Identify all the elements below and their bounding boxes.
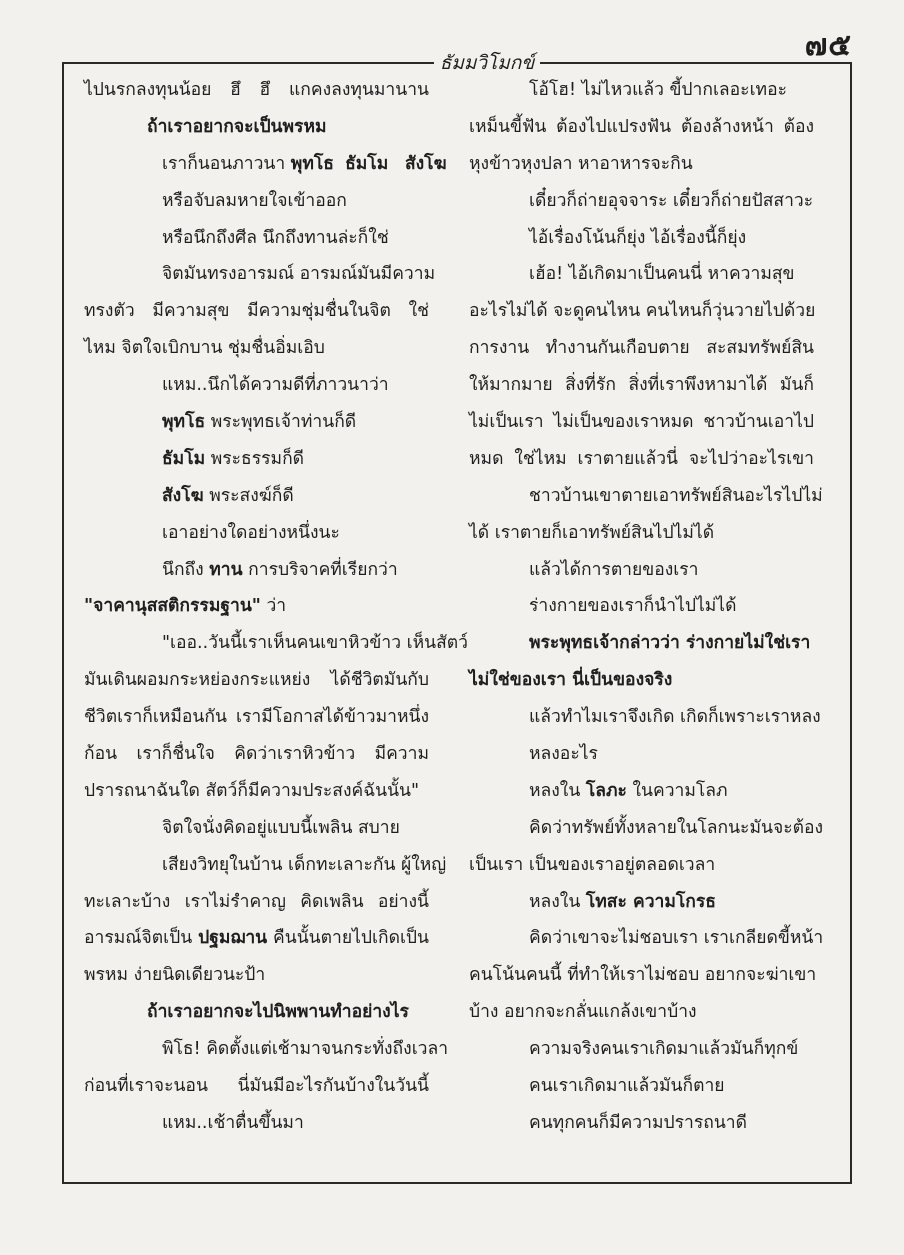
text-span: นึกถึง [162,559,210,580]
text-line [84,920,429,957]
bold-term: โลภะ [585,780,627,801]
text-line [84,146,447,183]
bold-term: ปฐมฌาน [198,928,268,949]
bold-term-dhammo: ธัมโม [345,153,389,174]
text-span: พระสงฆ์ก็ดี [203,485,294,506]
text-line: การงาน ทำงานกันเกือบตาย สะสมทรัพย์สิน [469,338,814,359]
text-line: บ้าง อยากจะกลั่นแกล้งเขาบ้าง [469,1002,697,1023]
text-line: แหม..นึกได้ความดีที่ภาวนาว่า [162,375,389,396]
emphasis-line: ไม่ใช่ของเรา นี่เป็นของจริง [469,670,673,691]
text-line: คิดว่าเขาจะไม่ชอบเรา เราเกลียดขี้หน้า [529,928,824,949]
text-line: ไหม จิตใจเบิกบาน ชุ่มชื่นอิ่มเอิบ [84,338,325,359]
text-line: ไอ้เรื่องโน้นก็ยุ่ง ไอ้เรื่องนี้ก็ยุ่ง [529,227,747,248]
text-line: หลงอะไร [529,744,598,765]
bold-term: พุทโธ [162,412,206,433]
text-line: เฮ้อ! ไอ้เกิดมาเป็นคนนี่ หาความสุข [529,264,795,285]
bold-term-sangho: สังโฆ [404,153,447,174]
text-span: ในความโลภ [626,780,728,801]
text-line: คนเราเกิดมาแล้วมันก็ตาย [529,1076,725,1097]
text-line: ปรารถนาฉันใด สัตว์ก็มีความประสงค์ฉันนั้น" [84,780,420,801]
text-line: จิตมันทรงอารมณ์ อารมณ์มันมีความ [162,264,436,285]
text-line [84,478,429,515]
text-line: มันเดินผอมกระหย่องกระแหย่ง ได้ชีวิตมันกับ [84,670,429,691]
text-line: แหม..เช้าตื่นขึ้นมา [162,1112,304,1133]
text-line: ความจริงคนเราเกิดมาแล้วมันก็ทุกข์ [529,1039,799,1060]
text-line [469,773,814,810]
text-span: เราก็นอนภาวนา [162,153,291,174]
text-span: หลงใน [529,891,586,912]
text-line: ให้มากมาย สิ่งที่รัก สิ่งที่เราพึงหามาได้ มันก็ [469,375,814,396]
text-line [84,441,429,478]
text-line: เอาอย่างใดอย่างหนึ่งนะ [162,522,340,543]
text-line: ชาวบ้านเขาตายเอาทรัพย์สินอะไรไปไม่ [529,485,823,506]
text-line: เสียงวิทยุในบ้าน เด็กทะเลาะกัน ผู้ใหญ่ [162,854,447,875]
right-column [469,72,824,1142]
bold-term: สังโฆ [162,485,204,506]
text-line: ชีวิตเราก็เหมือนกัน เรามีโอกาสได้ข้าวมาหนึ่ง [84,707,429,728]
bold-term: ธัมโม [162,448,206,469]
section-heading: ถ้าเราอยากจะเป็นพรหม [147,116,327,137]
text-line: อะไรไม่ได้ จะดูคนไหน คนไหนก็วุ่นวายไปด้วย [469,301,816,322]
text-line: ไปนรกลงทุนน้อย ฮึ ฮึ แกคงลงทุนมานาน [84,80,429,100]
text-line: เหม็นขี้ฟัน ต้องไปแปรงฟัน ต้องล้างหน้า ต้อง [469,116,814,137]
bold-term: "จาคานุสสติกรรมฐาน" [84,596,261,617]
text-line: ไม่เป็นเรา ไม่เป็นของเราหมด ชาวบ้านเอาไป [469,412,814,433]
page-number: ๗๕ [804,28,852,63]
text-line [84,404,429,441]
text-span: ว่า [260,596,287,617]
text-line: คนโน้นคนนี้ ที่ทำให้เราไม่ชอบ อยากจะฆ่าเขา [469,965,817,986]
text-line: ทะเลาะบ้าง เราไม่รำคาญ คิดเพลิน อย่างนี้ [84,891,429,912]
text-line: แล้วได้การตายของเรา [529,559,699,580]
running-header-title: ธัมมวิโมกข์ [434,48,541,78]
text-span: การบริจาคที่เรียกว่า [242,559,398,580]
text-line: ก่อนที่เราจะนอน นี่มันมีอะไรกันบ้างในวันนี้ [84,1076,429,1097]
text-line: ได้ เราตายก็เอาทรัพย์สินไปไม่ได้ [469,522,715,543]
text-line: "เออ..วันนี้เราเห็นคนเขาหิวข้าว เห็นสัตว์ [162,633,468,654]
text-line: จิตใจนั่งคิดอยู่แบบนี้เพลิน สบาย [162,817,400,838]
emphasis-line: พระพุทธเจ้ากล่าวว่า ร่างกายไม่ใช่เรา [529,633,811,654]
bold-term: ทาน [209,559,243,580]
bold-term-buddho: พุทโธ [290,153,334,174]
text-line: หรือจับลมหายใจเข้าออก [162,190,347,211]
text-line: ร่างกายของเราก็นำไปไม่ได้ [529,596,737,617]
text-line: หุงข้าวหุงปลา หาอาหารจะกิน [469,153,693,174]
text-line: หรือนึกถึงศีล นึกถึงทานล่ะก็ใช่ [162,227,389,248]
text-span: หลงใน [529,780,586,801]
text-line: คิดว่าทรัพย์ทั้งหลายในโลกนะมันจะต้อง [529,817,824,838]
text-line [84,552,429,589]
bold-term: โทสะ ความโกรธ [585,891,716,912]
section-heading: ถ้าเราอยากจะไปนิพพานทำอย่างไร [147,1002,409,1023]
text-span: พระธรรมก็ดี [205,448,305,469]
text-span: อารมณ์จิตเป็น [84,928,199,949]
text-line: ทรงตัว มีความสุข มีความชุ่มชื่นในจิต ใช่ [84,301,429,322]
text-line: หมด ใช่ไหม เราตายแล้วนี่ จะไปว่าอะไรเขา [469,448,814,469]
left-column [84,72,468,1142]
text-line [84,588,429,625]
text-line: เป็นเรา เป็นของเราอยู่ตลอดเวลา [469,854,716,875]
text-line: พิโธ! คิดตั้งแต่เช้ามาจนกระทั่งถึงเวลา [162,1039,449,1060]
text-span: คืนนั้นตายไปเกิดเป็น [267,928,429,949]
text-span: พระพุทธเจ้าท่านก็ดี [205,412,357,433]
text-line: แล้วทำไมเราจึงเกิด เกิดก็เพราะเราหลง [529,707,821,728]
text-line: โอ้โฮ! ไม่ไหวแล้ว ขี้ปากเลอะเทอะ [529,80,787,100]
text-line [469,884,814,921]
text-line: พรหม ง่ายนิดเดียวนะป้า [84,965,266,986]
text-line: เดี๋ยวก็ถ่ายอุจจาระ เดี๋ยวก็ถ่ายปัสสาวะ [529,190,814,211]
text-line: ก้อน เราก็ชื่นใจ คิดว่าเราหิวข้าว มีความ [84,744,429,765]
text-line: คนทุกคนก็มีความปรารถนาดี [529,1112,747,1133]
